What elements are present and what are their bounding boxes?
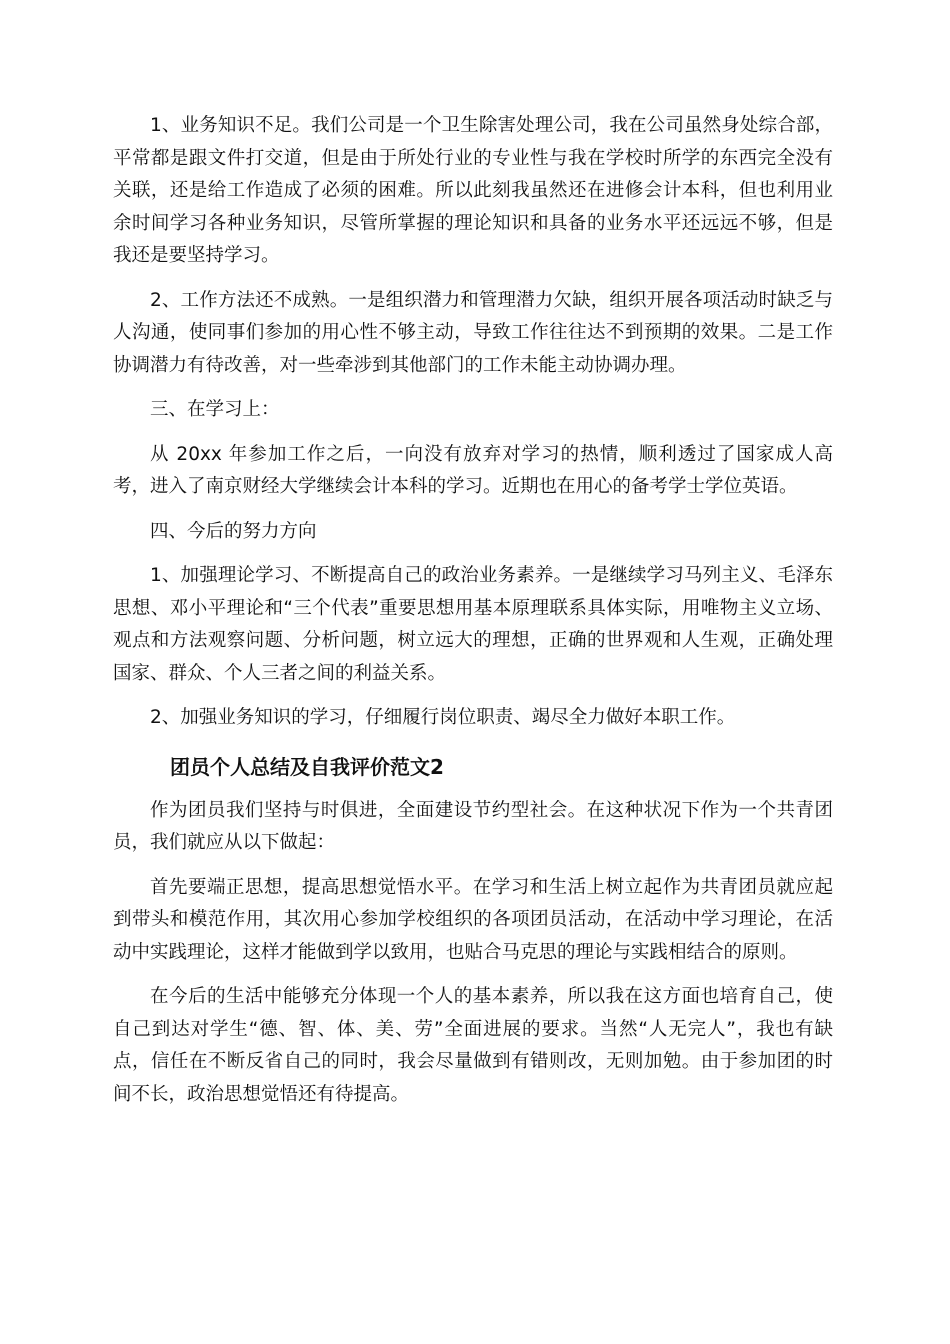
paragraph-work-methods: 2、工作方法还不成熟。一是组织潜力和管理潜力欠缺，组织开展各项活动时缺乏与人沟通，使同事们参加的用心性不够主动，导致工作往往达不到预期的效果。二是工作协调潜力有待改善，对一些牵涉到其他部门的工作未能主动协调办理。 xyxy=(113,289,833,376)
section-label-future-direction: 四、今后的努力方向 xyxy=(150,520,317,542)
paragraph-study: 从 20xx 年参加工作之后，一向没有放弃对学习的热情，顺利透过了国家成人高考，进入了南京财经大学继续会计本科的学习。近期也在用心的备考学士学位英语。 xyxy=(113,443,833,497)
paragraph-business-knowledge: 1、业务知识不足。我们公司是一个卫生除害处理公司，我在公司虽然身处综合部，平常都是跟文件打交道，但是由于所处行业的专业性与我在学校时所学的东西完全没有关联，还是给工作造成了必须的困难。所以此刻我虽然还在进修会计本科，但也利用业余时间学习各种业务知识，尽管所掌握的理论知识和具备的业务水平还远远不够，但是我还是要坚持学习。 xyxy=(113,115,833,266)
document-body xyxy=(113,110,833,1111)
paragraph-theory-study: 1、加强理论学习、不断提高自己的政治业务素养。一是继续学习马列主义、毛泽东思想、邓小平理论和“三个代表”重要思想用基本原理联系具体实际，用唯物主义立场、观点和方法观察问题、分析问题，树立远大的理想，正确的世界观和人生观，正确处理国家、群众、个人三者之间的利益关系。 xyxy=(113,565,833,684)
paragraph-future-life: 在今后的生活中能够充分体现一个人的基本素养，所以我在这方面也培育自己，使自己到达对学生“德、智、体、美、劳”全面进展的要求。当然“人无完人”，我也有缺点，信任在不断反省自己的同时，我会尽量做到有错则改，无则加勉。由于参加团的时间不长，政治思想觉悟还有待提高。 xyxy=(113,986,833,1105)
paragraph-league-member: 作为团员我们坚持与时俱进，全面建设节约型社会。在这种状况下作为一个共青团员，我们就应从以下做起： xyxy=(113,799,833,853)
section-label-study: 三、在学习上： xyxy=(150,399,280,420)
section-heading: 团员个人总结及自我评价范文2 xyxy=(170,754,444,779)
paragraph-correct-thinking: 首先要端正思想，提高思想觉悟水平。在学习和生活上树立起作为共青团员就应起到带头和模范作用，其次用心参加学校组织的各项团员活动，在活动中学习理论，在活动中实践理论，这样才能做到学以致用，也贴合马克思的理论与实践相结合的原则。 xyxy=(113,876,833,963)
paragraph-business-study: 2、加强业务知识的学习，仔细履行岗位职责、竭尽全力做好本职工作。 xyxy=(150,707,736,728)
